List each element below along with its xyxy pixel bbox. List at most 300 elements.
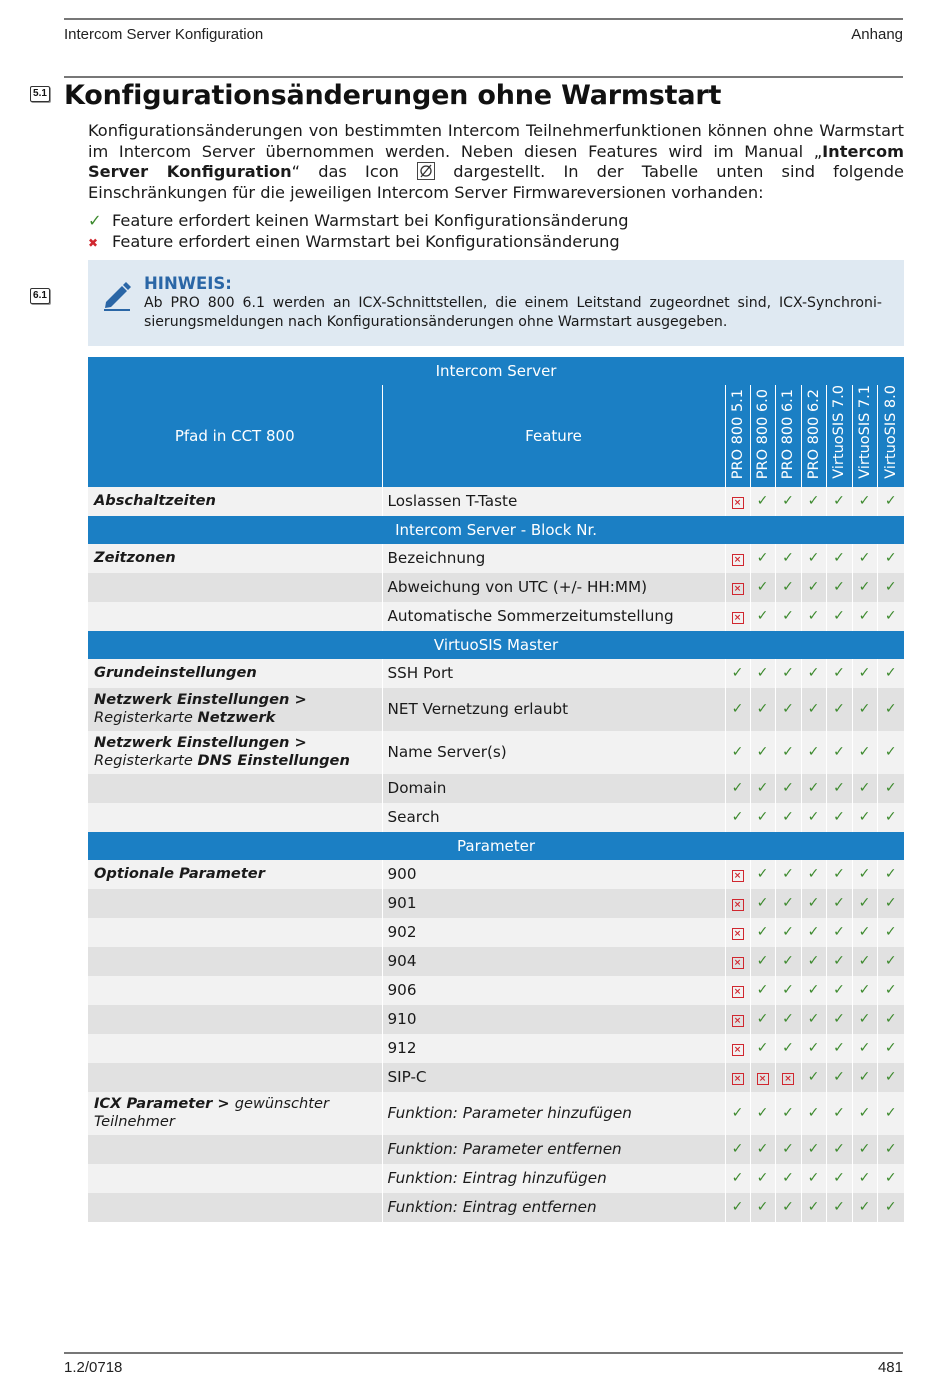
check-icon	[877, 731, 904, 774]
check-icon	[877, 573, 904, 602]
check-mark: ✓	[833, 1069, 845, 1086]
path-bold: Netzwerk Einstellungen >	[94, 691, 307, 709]
check-icon	[877, 1092, 904, 1135]
check-mark: ✓	[782, 1199, 794, 1216]
check-mark: ✓	[782, 924, 794, 941]
title-rule	[64, 76, 903, 78]
version-header	[725, 385, 750, 487]
cross-box-icon	[725, 602, 750, 631]
check-icon	[750, 573, 775, 602]
check-icon	[750, 1135, 775, 1164]
check-mark: ✓	[833, 493, 845, 510]
version-header	[801, 385, 826, 487]
feature-cell: Search	[382, 803, 725, 832]
check-mark: ✓	[833, 1011, 845, 1028]
check-icon: ✓	[88, 211, 102, 230]
check-mark: ✓	[833, 665, 845, 682]
feature-cell: Domain	[382, 774, 725, 803]
check-icon	[801, 1135, 826, 1164]
check-icon	[750, 1034, 775, 1063]
path-cell	[88, 602, 382, 631]
check-mark: ✓	[807, 493, 820, 510]
check-icon	[750, 731, 775, 774]
version-label: VirtuoSIS 7.1	[856, 385, 873, 479]
check-icon	[877, 1135, 904, 1164]
cross-mark: ×	[732, 554, 744, 566]
check-icon	[750, 688, 775, 731]
check-mark: ✓	[833, 982, 845, 999]
cross-mark: ×	[757, 1073, 769, 1085]
check-mark: ✓	[884, 953, 897, 970]
page-header	[64, 18, 903, 44]
feature-cell: 904	[382, 947, 725, 976]
check-icon	[852, 487, 877, 516]
check-mark: ✓	[833, 780, 845, 797]
intro-text-2: “ das Icon	[291, 162, 418, 181]
section-band-label: Parameter	[88, 832, 904, 860]
table-row	[88, 1135, 904, 1164]
table-row	[88, 947, 904, 976]
check-icon	[750, 947, 775, 976]
check-mark: ✓	[731, 1105, 744, 1122]
check-mark: ✓	[833, 550, 845, 567]
check-icon	[801, 1005, 826, 1034]
cross-box-icon	[725, 573, 750, 602]
path-cell	[88, 544, 382, 573]
path-cell	[88, 947, 382, 976]
section-band	[88, 832, 904, 860]
check-mark: ✓	[756, 1141, 769, 1158]
feature-cell: 906	[382, 976, 725, 1005]
check-icon	[826, 1135, 852, 1164]
footer-page-number: 481	[877, 1359, 903, 1376]
path-bold: Zeitzonen	[94, 549, 176, 567]
page-title: Konfigurationsänderungen ohne Warmstart	[64, 80, 722, 111]
check-mark: ✓	[731, 744, 744, 761]
check-icon	[801, 1034, 826, 1063]
check-mark: ✓	[756, 665, 769, 682]
pencil-icon	[100, 278, 134, 312]
check-mark: ✓	[858, 1141, 871, 1158]
check-mark: ✓	[807, 982, 820, 999]
check-icon	[801, 889, 826, 918]
feature-cell: 902	[382, 918, 725, 947]
path-cell	[88, 487, 382, 516]
header-left: Intercom Server Konfiguration	[64, 26, 264, 43]
check-icon	[877, 487, 904, 516]
check-mark: ✓	[858, 1069, 871, 1086]
check-icon	[725, 659, 750, 688]
path-cell	[88, 1164, 382, 1193]
check-icon	[826, 487, 852, 516]
check-mark: ✓	[858, 665, 871, 682]
check-icon	[877, 1193, 904, 1222]
check-mark: ✓	[807, 809, 820, 826]
table-row	[88, 487, 904, 516]
check-mark: ✓	[858, 866, 871, 883]
check-icon	[826, 1034, 852, 1063]
check-icon	[775, 1135, 801, 1164]
check-icon	[852, 860, 877, 889]
check-mark: ✓	[782, 1141, 794, 1158]
check-mark: ✓	[833, 1199, 845, 1216]
check-mark: ✓	[782, 866, 794, 883]
feature-cell: 910	[382, 1005, 725, 1034]
feature-cell: Name Server(s)	[382, 731, 725, 774]
check-icon	[801, 1063, 826, 1092]
check-icon	[801, 731, 826, 774]
check-icon	[801, 659, 826, 688]
intro-text-3: dargestellt. In der Tabelle unten sind folgende Einschränkungen für die jeweiligen Intercom Server Firmwareversionen vorhanden:	[88, 162, 904, 202]
check-mark: ✓	[833, 953, 845, 970]
check-icon	[775, 976, 801, 1005]
version-tag-title: 5.1	[30, 86, 50, 102]
cross-box-icon	[775, 1063, 801, 1092]
check-icon	[801, 803, 826, 832]
path-cell	[88, 1193, 382, 1222]
check-icon	[877, 1034, 904, 1063]
warmstart-table	[88, 357, 904, 1222]
check-mark: ✓	[731, 1199, 744, 1216]
check-mark: ✓	[807, 895, 820, 912]
table-row	[88, 774, 904, 803]
check-mark: ✓	[884, 982, 897, 999]
check-mark: ✓	[884, 866, 897, 883]
check-mark: ✓	[756, 809, 769, 826]
check-mark: ✓	[782, 608, 794, 625]
path-cell	[88, 1135, 382, 1164]
path-cell	[88, 1063, 382, 1092]
check-mark: ✓	[858, 895, 871, 912]
path-cell	[88, 860, 382, 889]
check-mark: ✓	[858, 744, 871, 761]
footer-doc-version: 1.2/0718	[64, 1359, 123, 1376]
check-icon	[852, 544, 877, 573]
cross-mark: ×	[732, 928, 744, 940]
check-icon	[826, 544, 852, 573]
check-icon	[852, 1092, 877, 1135]
check-mark: ✓	[807, 550, 820, 567]
table-row	[88, 602, 904, 631]
check-mark: ✓	[782, 701, 794, 718]
check-mark: ✓	[731, 809, 744, 826]
check-mark: ✓	[756, 780, 769, 797]
cross-mark: ×	[732, 986, 744, 998]
check-icon	[801, 1164, 826, 1193]
check-icon	[750, 1164, 775, 1193]
check-mark: ✓	[884, 1141, 897, 1158]
hint-text: Ab PRO 800 6.1 werden an ICX-Schnittstellen, die einem Leitstand zugeordnet sind, ICX-Synchroni-sierungsmeldungen nach Konfigurationsänderungen ohne Warmstart ausgegeben.	[144, 295, 882, 330]
check-icon	[852, 774, 877, 803]
check-icon	[750, 803, 775, 832]
check-icon	[775, 1005, 801, 1034]
page-footer	[64, 1352, 903, 1376]
check-icon	[750, 918, 775, 947]
check-mark: ✓	[884, 1170, 897, 1187]
check-mark: ✓	[884, 1199, 897, 1216]
section-band	[88, 631, 904, 659]
check-mark: ✓	[782, 550, 794, 567]
feature-cell: Funktion: Eintrag entfernen	[382, 1193, 725, 1222]
check-icon	[877, 688, 904, 731]
version-label: PRO 800 6.2	[805, 388, 822, 479]
check-icon	[750, 544, 775, 573]
version-header	[775, 385, 801, 487]
header-right: Anhang	[851, 26, 903, 43]
check-icon	[775, 602, 801, 631]
check-icon	[775, 1092, 801, 1135]
check-icon	[801, 487, 826, 516]
check-mark: ✓	[756, 1170, 769, 1187]
cross-mark: ×	[732, 1073, 744, 1085]
check-icon	[775, 1193, 801, 1222]
check-mark: ✓	[807, 1040, 820, 1057]
check-icon	[750, 487, 775, 516]
check-mark: ✓	[756, 1105, 769, 1122]
check-icon	[852, 947, 877, 976]
check-mark: ✓	[884, 1040, 897, 1057]
check-icon	[801, 602, 826, 631]
check-icon	[725, 803, 750, 832]
check-icon	[877, 1063, 904, 1092]
feature-cell: Funktion: Parameter hinzufügen	[382, 1092, 725, 1135]
check-mark: ✓	[756, 1199, 769, 1216]
check-icon	[877, 889, 904, 918]
path-cell	[88, 774, 382, 803]
check-mark: ✓	[782, 1170, 794, 1187]
feature-cell: 912	[382, 1034, 725, 1063]
check-icon	[877, 602, 904, 631]
cross-box-icon	[725, 487, 750, 516]
check-mark: ✓	[833, 744, 845, 761]
check-icon	[826, 731, 852, 774]
check-icon	[750, 860, 775, 889]
check-icon	[775, 544, 801, 573]
path-bold: Netzwerk Einstellungen >	[94, 734, 307, 752]
check-mark: ✓	[884, 1069, 897, 1086]
check-icon	[750, 1005, 775, 1034]
table-row	[88, 1005, 904, 1034]
cross-mark: ×	[732, 1044, 744, 1056]
path-bold: ICX Parameter >	[94, 1095, 235, 1113]
check-icon	[725, 731, 750, 774]
check-icon	[775, 774, 801, 803]
check-icon	[750, 659, 775, 688]
feature-cell: NET Vernetzung erlaubt	[382, 688, 725, 731]
feature-cell: Bezeichnung	[382, 544, 725, 573]
check-mark: ✓	[858, 953, 871, 970]
check-mark: ✓	[782, 493, 794, 510]
check-mark: ✓	[884, 809, 897, 826]
check-mark: ✓	[731, 1170, 744, 1187]
path-cell	[88, 1034, 382, 1063]
check-icon	[725, 1092, 750, 1135]
check-icon	[750, 602, 775, 631]
check-mark: ✓	[858, 701, 871, 718]
check-mark: ✓	[782, 579, 794, 596]
check-mark: ✓	[807, 1069, 820, 1086]
cross-icon: ✖	[88, 236, 99, 250]
version-tag-note: 6.1	[30, 288, 50, 304]
check-mark: ✓	[807, 866, 820, 883]
check-icon	[852, 688, 877, 731]
check-icon	[826, 976, 852, 1005]
check-mark: ✓	[756, 608, 769, 625]
check-icon	[750, 976, 775, 1005]
check-icon	[852, 976, 877, 1005]
check-mark: ✓	[858, 809, 871, 826]
check-mark: ✓	[807, 1141, 820, 1158]
cross-mark: ×	[732, 957, 744, 969]
check-mark: ✓	[858, 1011, 871, 1028]
check-icon	[801, 1193, 826, 1222]
check-mark: ✓	[858, 924, 871, 941]
col-header-path: Pfad in CCT 800	[88, 385, 382, 487]
check-icon	[801, 1092, 826, 1135]
check-mark: ✓	[884, 701, 897, 718]
check-mark: ✓	[884, 493, 897, 510]
check-icon	[801, 573, 826, 602]
table-row	[88, 659, 904, 688]
check-icon	[826, 860, 852, 889]
check-mark: ✓	[756, 1011, 769, 1028]
table-row	[88, 976, 904, 1005]
check-mark: ✓	[858, 608, 871, 625]
table-row	[88, 1063, 904, 1092]
check-icon	[775, 1164, 801, 1193]
check-mark: ✓	[807, 608, 820, 625]
cross-box-icon	[725, 976, 750, 1005]
section-band-label: Intercom Server - Block Nr.	[88, 516, 904, 544]
check-mark: ✓	[756, 701, 769, 718]
path-line2-bold: Netzwerk	[197, 709, 276, 727]
version-label: PRO 800 6.1	[780, 388, 796, 479]
check-icon	[826, 659, 852, 688]
feature-cell: SIP-C	[382, 1063, 725, 1092]
check-mark: ✓	[858, 780, 871, 797]
check-icon	[801, 860, 826, 889]
intro-manual-name: Intercom Server Konfiguration	[88, 141, 904, 181]
check-icon	[801, 918, 826, 947]
check-mark: ✓	[884, 744, 897, 761]
check-mark: ✓	[833, 1040, 845, 1057]
cross-mark: ×	[732, 1015, 744, 1027]
cross-box-icon	[725, 860, 750, 889]
check-mark: ✓	[858, 579, 871, 596]
table-row	[88, 1164, 904, 1193]
check-icon	[725, 1193, 750, 1222]
legend-check-text: Feature erfordert keinen Warmstart bei Konfigurationsänderung	[112, 211, 629, 230]
path-cell	[88, 1092, 382, 1135]
check-mark: ✓	[884, 665, 897, 682]
check-icon	[852, 1193, 877, 1222]
cross-mark: ×	[732, 870, 744, 882]
check-mark: ✓	[756, 579, 769, 596]
check-mark: ✓	[833, 924, 845, 941]
path-bold: Grundeinstellungen	[94, 664, 257, 682]
check-icon	[877, 918, 904, 947]
check-mark: ✓	[756, 895, 769, 912]
check-mark: ✓	[756, 866, 769, 883]
cross-box-icon	[725, 947, 750, 976]
path-cell	[88, 889, 382, 918]
check-mark: ✓	[807, 1170, 820, 1187]
path-line2: Registerkarte	[94, 709, 198, 727]
check-mark: ✓	[884, 780, 897, 797]
intro-paragraph	[88, 121, 904, 203]
check-icon	[775, 487, 801, 516]
check-mark: ✓	[807, 924, 820, 941]
path-cell	[88, 731, 382, 774]
col-header-feature: Feature	[382, 385, 725, 487]
table-row	[88, 1092, 904, 1135]
check-mark: ✓	[858, 982, 871, 999]
check-icon	[852, 1034, 877, 1063]
check-icon	[775, 947, 801, 976]
table-row	[88, 1034, 904, 1063]
cross-box-icon	[725, 918, 750, 947]
feature-cell: Loslassen T-Taste	[382, 487, 725, 516]
check-mark: ✓	[807, 665, 820, 682]
check-mark: ✓	[782, 1011, 794, 1028]
check-mark: ✓	[858, 1105, 871, 1122]
check-icon	[852, 918, 877, 947]
check-mark: ✓	[833, 608, 845, 625]
cross-mark: ×	[732, 497, 744, 509]
check-icon	[877, 1164, 904, 1193]
check-mark: ✓	[756, 744, 769, 761]
check-icon	[801, 544, 826, 573]
check-mark: ✓	[756, 924, 769, 941]
table-row	[88, 889, 904, 918]
table-row	[88, 803, 904, 832]
check-icon	[775, 1034, 801, 1063]
version-header	[852, 385, 877, 487]
path-cell	[88, 918, 382, 947]
cross-box-icon	[725, 544, 750, 573]
section-band-label: VirtuoSIS Master	[88, 631, 904, 659]
check-mark: ✓	[731, 1141, 744, 1158]
check-icon	[877, 860, 904, 889]
check-icon	[826, 573, 852, 602]
legend-cross-text: Feature erfordert einen Warmstart bei Konfigurationsänderung	[112, 232, 620, 251]
check-mark: ✓	[807, 1011, 820, 1028]
check-icon	[801, 976, 826, 1005]
check-mark: ✓	[807, 701, 820, 718]
check-icon	[877, 803, 904, 832]
feature-cell: 900	[382, 860, 725, 889]
check-mark: ✓	[858, 493, 871, 510]
check-mark: ✓	[858, 550, 871, 567]
table-row	[88, 918, 904, 947]
check-mark: ✓	[884, 579, 897, 596]
check-icon	[852, 1164, 877, 1193]
check-icon	[826, 774, 852, 803]
version-header	[750, 385, 775, 487]
check-mark: ✓	[731, 665, 744, 682]
table-row	[88, 731, 904, 774]
check-icon	[801, 947, 826, 976]
cross-box-icon	[750, 1063, 775, 1092]
version-label: PRO 800 6.0	[754, 388, 771, 479]
hint-box	[88, 260, 904, 346]
check-icon	[826, 889, 852, 918]
feature-cell: Abweichung von UTC (+/- HH:MM)	[382, 573, 725, 602]
check-mark: ✓	[782, 809, 794, 826]
table-row	[88, 1193, 904, 1222]
check-icon	[775, 573, 801, 602]
check-mark: ✓	[833, 1170, 845, 1187]
